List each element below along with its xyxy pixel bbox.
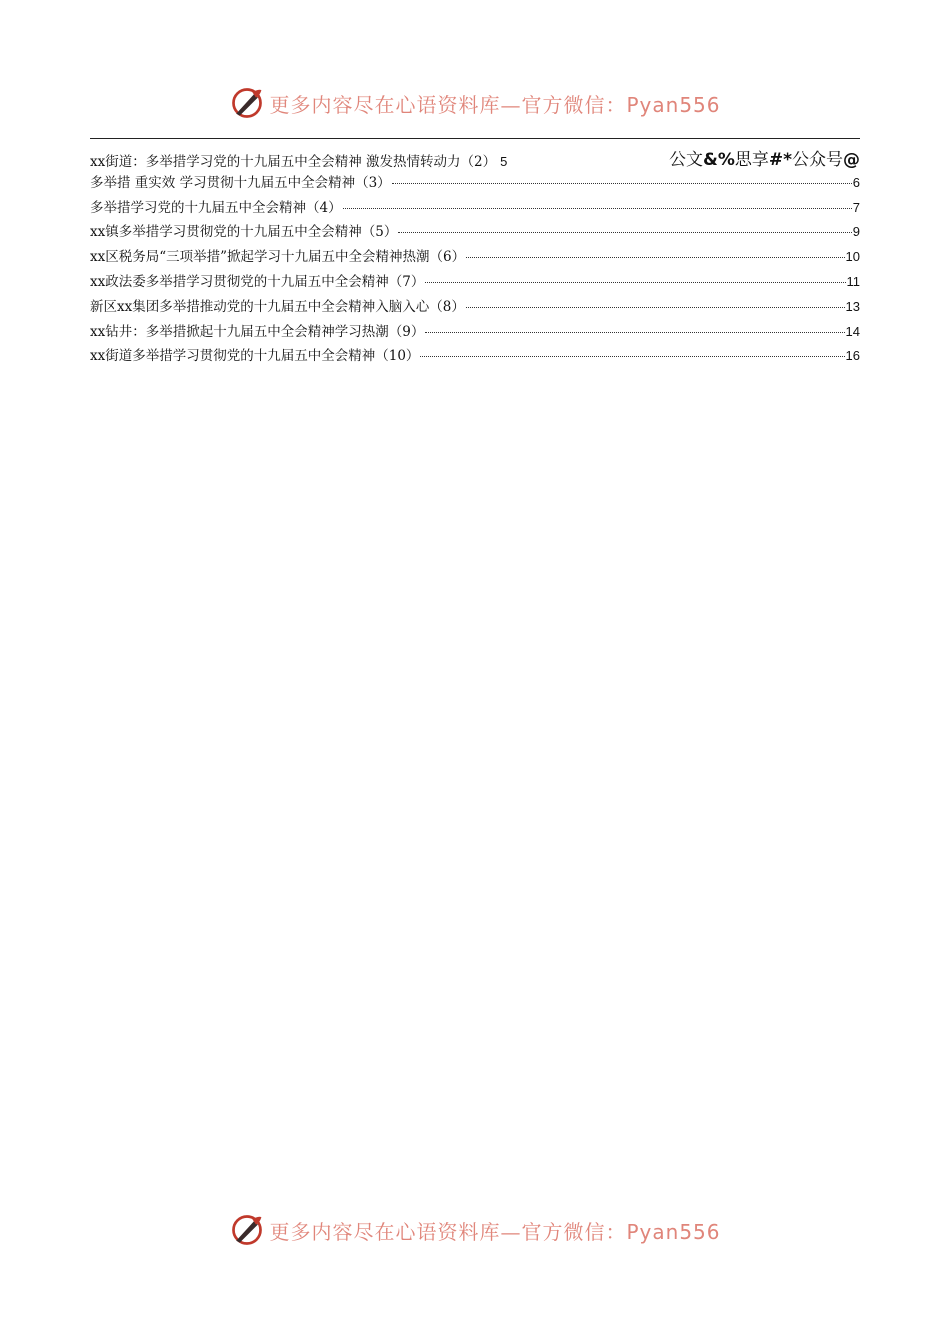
toc-entry-page: 9 bbox=[852, 224, 860, 240]
toc-entry-page: 6 bbox=[852, 174, 860, 190]
dot-leader bbox=[425, 332, 844, 333]
header-banner bbox=[0, 83, 950, 123]
dot-leader bbox=[466, 307, 845, 308]
banner-text: 更多内容尽在心语资料库—官方微信：Pyan556 bbox=[269, 1219, 721, 1244]
dot-leader bbox=[398, 232, 851, 233]
toc-entry-title: xx街道多举措学习贯彻党的十九届五中全会精神（10） bbox=[90, 348, 420, 365]
toc-entry-title: 多举措学习党的十九届五中全会精神（4） bbox=[90, 199, 342, 216]
toc-entry-title: xx镇多举措学习贯彻党的十九届五中全会精神（5） bbox=[90, 224, 398, 241]
toc-entry-page: 10 bbox=[845, 249, 860, 265]
toc-entry[interactable] bbox=[90, 220, 860, 245]
dot-leader bbox=[420, 356, 844, 357]
pen-logo-icon bbox=[229, 85, 265, 121]
toc-entry[interactable] bbox=[90, 196, 860, 221]
dot-leader bbox=[466, 257, 844, 258]
dot-leader bbox=[343, 208, 852, 209]
table-of-contents bbox=[90, 146, 860, 369]
dot-leader bbox=[425, 282, 845, 283]
toc-entry-page: 13 bbox=[845, 298, 860, 314]
dot-leader bbox=[392, 183, 852, 184]
toc-entry-page: 7 bbox=[852, 199, 860, 215]
toc-entry-page: 16 bbox=[845, 348, 860, 364]
banner-text: 更多内容尽在心语资料库—官方微信：Pyan556 bbox=[269, 92, 721, 117]
toc-entry-title: xx区税务局“三项举措”掀起学习十九届五中全会精神热潮（6） bbox=[90, 249, 466, 266]
toc-entry[interactable] bbox=[90, 344, 860, 369]
watermark-text: 公文&%思享#*公众号@ bbox=[669, 150, 860, 170]
toc-entry-title: xx政法委多举措学习贯彻党的十九届五中全会精神（7） bbox=[90, 273, 425, 290]
toc-entry[interactable] bbox=[90, 146, 860, 171]
toc-entry[interactable] bbox=[90, 171, 860, 196]
toc-entry-title: xx钻井：多举措掀起十九届五中全会精神学习热潮（9） bbox=[90, 323, 425, 340]
footer-banner bbox=[0, 1210, 950, 1250]
toc-entry[interactable] bbox=[90, 270, 860, 295]
pen-logo-icon bbox=[229, 1212, 265, 1248]
toc-entry-page: 11 bbox=[846, 273, 860, 289]
header-rule bbox=[90, 138, 860, 139]
toc-entry-title: xx街道：多举措学习党的十九届五中全会精神 激发热情转动力（2） bbox=[90, 154, 497, 170]
toc-entry-page: 14 bbox=[845, 323, 860, 339]
toc-entry-page: 5 bbox=[500, 154, 508, 169]
toc-entry-title: 新区xx集团多举措推动党的十九届五中全会精神入脑入心（8） bbox=[90, 298, 465, 315]
toc-entry[interactable] bbox=[90, 320, 860, 345]
toc-entry-title: 多举措 重实效 学习贯彻十九届五中全会精神（3） bbox=[90, 174, 391, 191]
toc-entry[interactable] bbox=[90, 245, 860, 270]
toc-entry[interactable] bbox=[90, 295, 860, 320]
